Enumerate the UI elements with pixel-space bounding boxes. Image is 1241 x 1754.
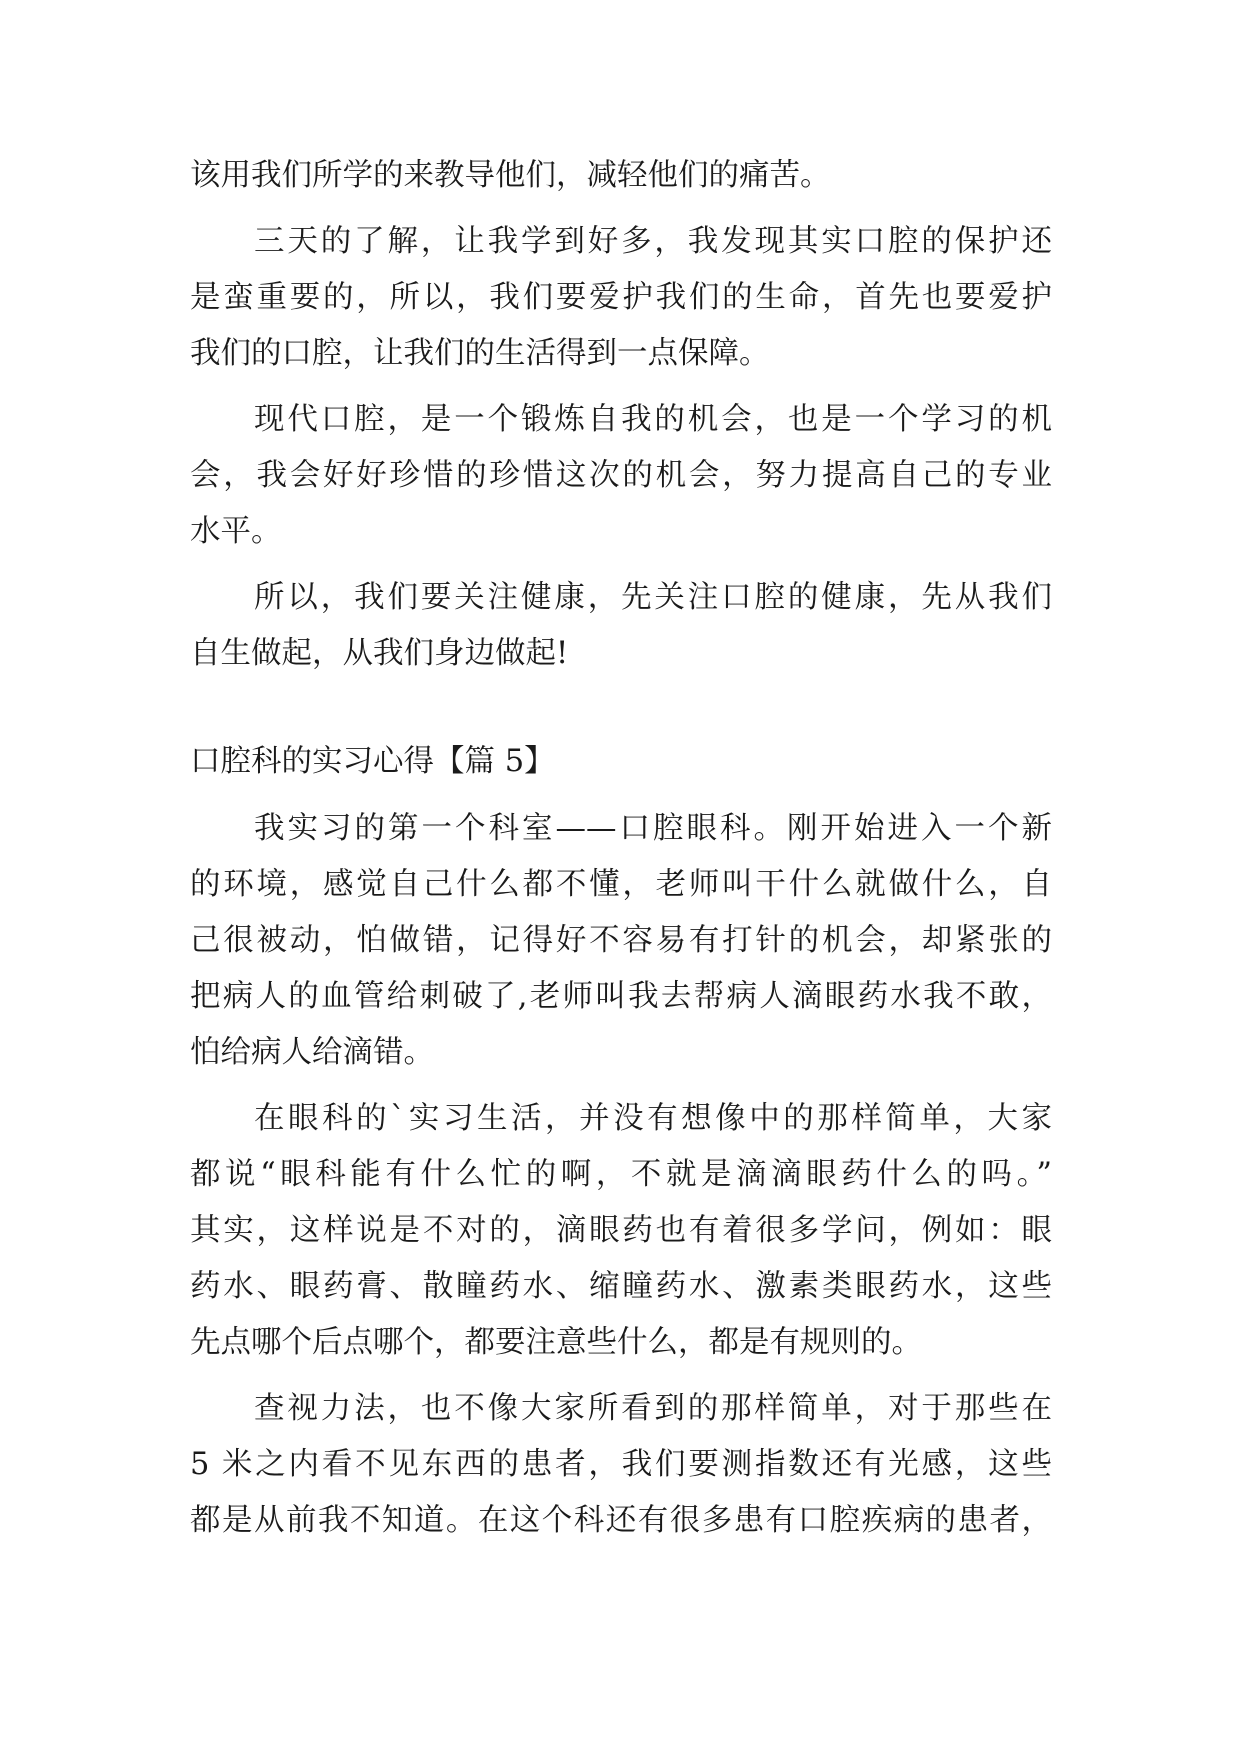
text-line: 自生做起，从我们身边做起! [190,636,569,671]
text-line: 己很被动，怕做错，记得好不容易有打针的机会，却紧张的 [190,923,1052,958]
text-line: 的环境，感觉自己什么都不懂，老师叫干什么就做什么，自 [190,867,1052,902]
text-line: 其实，这样说是不对的，滴眼药也有着很多学问，例如：眼 [190,1213,1052,1248]
text-line: 都是从前我不知道。在这个科还有很多患有口腔疾病的患者， [190,1503,1052,1538]
section-heading: 口腔科的实习心得【篇 5】 [190,744,555,779]
text-line: 现代口腔，是一个锻炼自我的机会，也是一个学习的机 [254,402,1052,437]
text-line: 三天的了解，让我学到好多，我发现其实口腔的保护还 [254,224,1052,259]
text-line: 怕给病人给滴错。 [190,1035,434,1070]
text-line: 该用我们所学的来教导他们，减轻他们的痛苦。 [190,158,831,193]
text-line: 是蛮重要的，所以，我们要爱护我们的生命，首先也要爱护 [190,280,1052,315]
text-line: 都说“眼科能有什么忙的啊，不就是滴滴眼药什么的吗。” [190,1157,1052,1192]
text-line: 在眼科的`实习生活，并没有想像中的那样简单，大家 [254,1101,1052,1136]
text-line: 水平。 [190,514,282,549]
document-page [190,0,1052,1754]
text-line: 药水、眼药膏、散瞳药水、缩瞳药水、激素类眼药水，这些 [190,1269,1052,1304]
text-line: 我实习的第一个科室——口腔眼科。刚开始进入一个新 [254,811,1052,846]
text-line: 先点哪个后点哪个，都要注意些什么，都是有规则的。 [190,1325,922,1360]
text-line: 5 米之内看不见东西的患者，我们要测指数还有光感，这些 [190,1447,1052,1482]
text-line: 查视力法，也不像大家所看到的那样简单，对于那些在 [254,1391,1052,1426]
text-line: 所以，我们要关注健康，先关注口腔的健康，先从我们 [254,580,1052,615]
text-line: 会，我会好好珍惜的珍惜这次的机会，努力提高自己的专业 [190,458,1052,493]
text-line: 把病人的血管给刺破了,老师叫我去帮病人滴眼药水我不敢， [190,979,1052,1014]
text-line: 我们的口腔，让我们的生活得到一点保障。 [190,336,770,371]
